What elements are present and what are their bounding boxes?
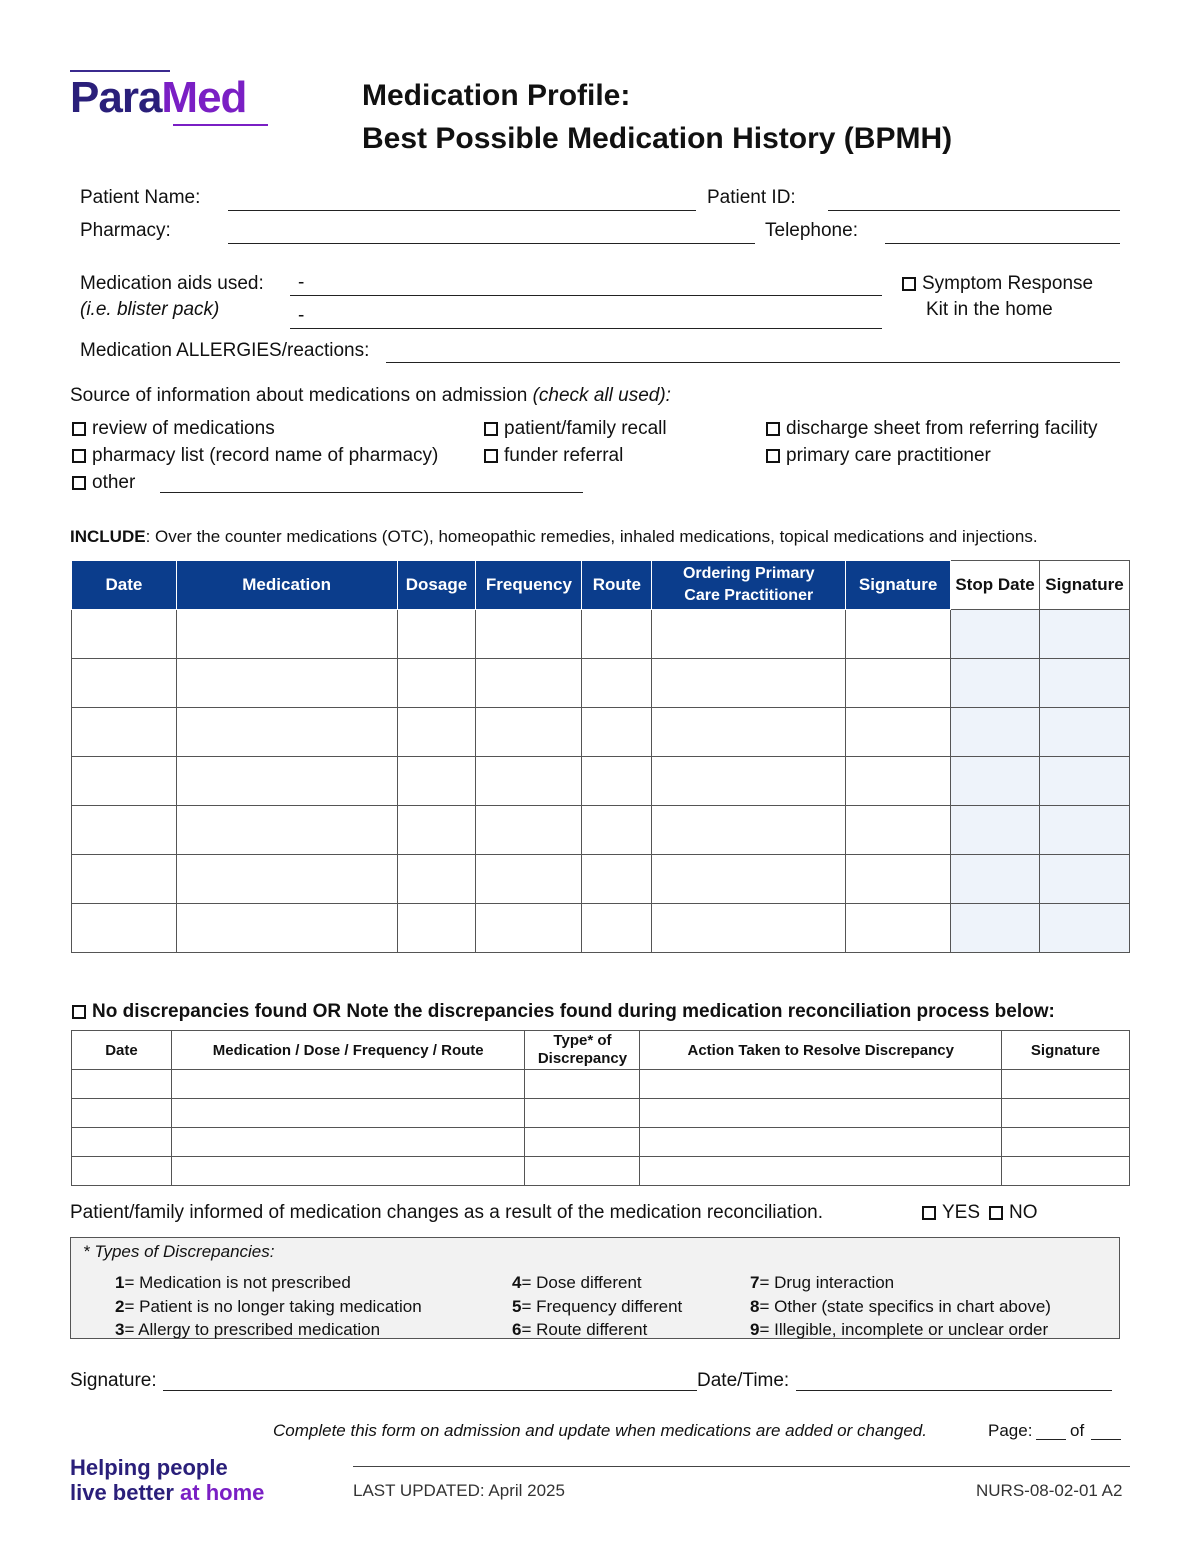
legend-item [115,1318,422,1342]
tagline-line-2 [70,1480,264,1505]
checkbox-icon[interactable] [922,1206,936,1220]
med-aids-label: Medication aids used: [80,273,264,294]
page-title [362,74,952,160]
source-option-recall[interactable] [484,418,667,440]
legend-item [750,1271,1051,1295]
checkbox-icon[interactable] [72,422,86,436]
patient-name-label: Patient Name: [80,187,201,208]
header-ordering-practitioner: Ordering Primary Care Practitioner [652,561,846,610]
legend-text: = Route different [521,1320,648,1339]
last-updated: LAST UPDATED: April 2025 [353,1481,565,1500]
include-label: INCLUDE [70,527,146,546]
legend-num: 9 [750,1320,760,1339]
med-aids-dash-1: - [298,272,305,293]
header-signature: Signature [846,561,951,610]
header-route: Route [582,561,652,610]
patient-name-field[interactable] [228,210,696,211]
source-heading-text: Source of information about medications on admission [70,385,533,406]
table-row [72,1070,1130,1099]
patient-id-label: Patient ID: [707,187,796,208]
page-total-field[interactable] [1091,1439,1121,1440]
legend-col-3 [750,1271,1051,1342]
telephone-label: Telephone: [765,220,858,241]
no-label: NO [1009,1202,1038,1223]
form-code: NURS-08-02-01 A2 [976,1481,1123,1500]
med-aids-field-2[interactable] [290,328,882,329]
legend-col-1 [115,1271,422,1342]
source-option-label: discharge sheet from referring facility [786,418,1098,439]
footer-divider [353,1466,1130,1467]
logo-med: Med [161,73,247,122]
paramed-logo [70,70,270,126]
source-option-other[interactable] [72,472,135,494]
checkbox-icon[interactable] [72,1005,86,1019]
checkbox-icon[interactable] [72,449,86,463]
legend-num: 7 [750,1273,760,1292]
medication-table [71,560,1130,953]
disc-header-action: Action Taken to Resolve Discrepancy [640,1031,1002,1070]
legend-item [750,1295,1051,1319]
legend-col-2 [512,1271,682,1342]
table-row [72,1157,1130,1186]
legend-item [512,1295,682,1319]
legend-num: 2 [115,1296,125,1316]
source-heading [70,385,671,407]
table-row [72,806,1130,855]
discrepancy-table-header [72,1031,1130,1070]
checkbox-icon[interactable] [902,277,916,291]
legend-text: = Allergy to prescribed medication [124,1320,381,1339]
symptom-kit-option[interactable] [902,273,1093,295]
checkbox-icon[interactable] [766,449,780,463]
legend-text: = Medication is not prescribed [124,1273,351,1292]
tagline-line-1: Helping people [70,1455,228,1480]
legend-item [512,1271,682,1295]
checkbox-icon[interactable] [989,1206,1003,1220]
allergies-field[interactable] [386,362,1120,363]
legend-text: = Illegible, incomplete or unclear order [759,1320,1049,1339]
source-option-primary-care[interactable] [766,445,991,467]
table-row [72,757,1130,806]
discrepancy-table [71,1030,1130,1186]
source-option-review[interactable] [72,418,275,440]
med-aids-field-1[interactable] [290,295,882,296]
legend-num: 8 [750,1296,760,1316]
patient-id-field[interactable] [828,210,1120,211]
tagline [70,1455,264,1505]
med-aids-dash-2: - [298,305,305,326]
informed-yes[interactable] [922,1202,980,1224]
page-label: Page: [988,1421,1033,1440]
page-number-field[interactable] [1036,1439,1066,1440]
legend-text: = Dose different [521,1273,642,1292]
legend-item [750,1318,1051,1342]
source-option-label: primary care practitioner [786,445,991,466]
table-row [72,659,1130,708]
telephone-field[interactable] [885,243,1120,244]
legend-num: 5 [512,1296,522,1316]
header-signature-2: Signature [1039,561,1129,610]
tagline-part-a: live better [70,1480,181,1505]
header-frequency: Frequency [476,561,582,610]
datetime-label: Date/Time: [697,1370,790,1391]
source-other-field[interactable] [160,492,583,493]
disc-header-type: Type* of Discrepancy [525,1031,640,1070]
discrepancy-types-legend [70,1237,1120,1339]
legend-item [115,1271,422,1295]
logo-bottom-bar [173,124,268,126]
include-note [70,527,1038,547]
disc-header-medication: Medication / Dose / Frequency / Route [171,1031,525,1070]
informed-no[interactable] [989,1202,1038,1224]
table-row [72,904,1130,953]
datetime-field[interactable] [796,1390,1112,1391]
checkbox-icon[interactable] [484,422,498,436]
legend-num: 1 [115,1273,125,1292]
table-row [72,610,1130,659]
informed-text: Patient/family informed of medication changes as a result of the medication reconciliation. [70,1202,824,1223]
header-dosage: Dosage [397,561,476,610]
legend-item [115,1295,422,1319]
allergies-label: Medication ALLERGIES/reactions: [80,340,370,361]
table-row [72,855,1130,904]
legend-title: * Types of Discrepancies: [83,1242,275,1261]
symptom-kit-label-2: Kit in the home [926,299,1053,320]
header-stop-date: Stop Date [951,561,1040,610]
title-line-1: Medication Profile: [362,79,631,112]
signature-field[interactable] [163,1390,697,1391]
legend-text: = Frequency different [521,1296,683,1316]
legend-num: 3 [115,1320,125,1339]
disc-header-date: Date [72,1031,172,1070]
yes-label: YES [942,1202,981,1223]
table-row [72,1099,1130,1128]
pharmacy-field[interactable] [228,243,755,244]
title-line-2: Best Possible Medication History (BPMH) [362,122,953,155]
header-date: Date [72,561,177,610]
legend-text: = Drug interaction [759,1273,895,1292]
page-of-label: of [1070,1421,1085,1440]
form-instruction: Complete this form on admission and update when medications are added or changed. [273,1421,927,1440]
tagline-part-b: at home [180,1480,265,1505]
logo-text [70,72,270,124]
medication-table-header [72,561,1130,610]
discrepancy-heading: No discrepancies found OR Note the discrepancies found during medication reconciliation process below: [92,1001,1055,1022]
checkbox-icon[interactable] [484,449,498,463]
include-text: : Over the counter medications (OTC), homeopathic remedies, inhaled medications, topical medications and injections. [145,527,1038,546]
table-row [72,708,1130,757]
source-heading-hint: (check all used): [532,385,671,406]
checkbox-icon[interactable] [72,476,86,490]
checkbox-icon[interactable] [766,422,780,436]
pharmacy-label: Pharmacy: [80,220,171,241]
legend-num: 6 [512,1320,522,1339]
med-aids-hint: (i.e. blister pack) [80,299,220,320]
source-option-label: funder referral [504,445,624,466]
source-option-pharmacy-list[interactable] [72,445,438,467]
disc-header-signature: Signature [1002,1031,1130,1070]
logo-para: Para [70,73,162,122]
legend-text: = Other (state specifics in chart above) [759,1296,1051,1316]
no-discrepancy-option[interactable] [72,1001,1055,1023]
header-medication: Medication [176,561,397,610]
source-option-label: patient/family recall [504,418,667,439]
source-option-label: review of medications [92,418,275,439]
table-row [72,1128,1130,1157]
legend-text: = Patient is no longer taking medication [124,1296,422,1316]
legend-num: 4 [512,1273,522,1292]
symptom-kit-label-1: Symptom Response [922,273,1094,294]
source-option-label: pharmacy list (record name of pharmacy) [92,445,439,466]
source-option-discharge[interactable] [766,418,1098,440]
signature-label: Signature: [70,1370,157,1391]
source-option-funder[interactable] [484,445,623,467]
source-option-label: other [92,472,136,493]
legend-item [512,1318,682,1342]
